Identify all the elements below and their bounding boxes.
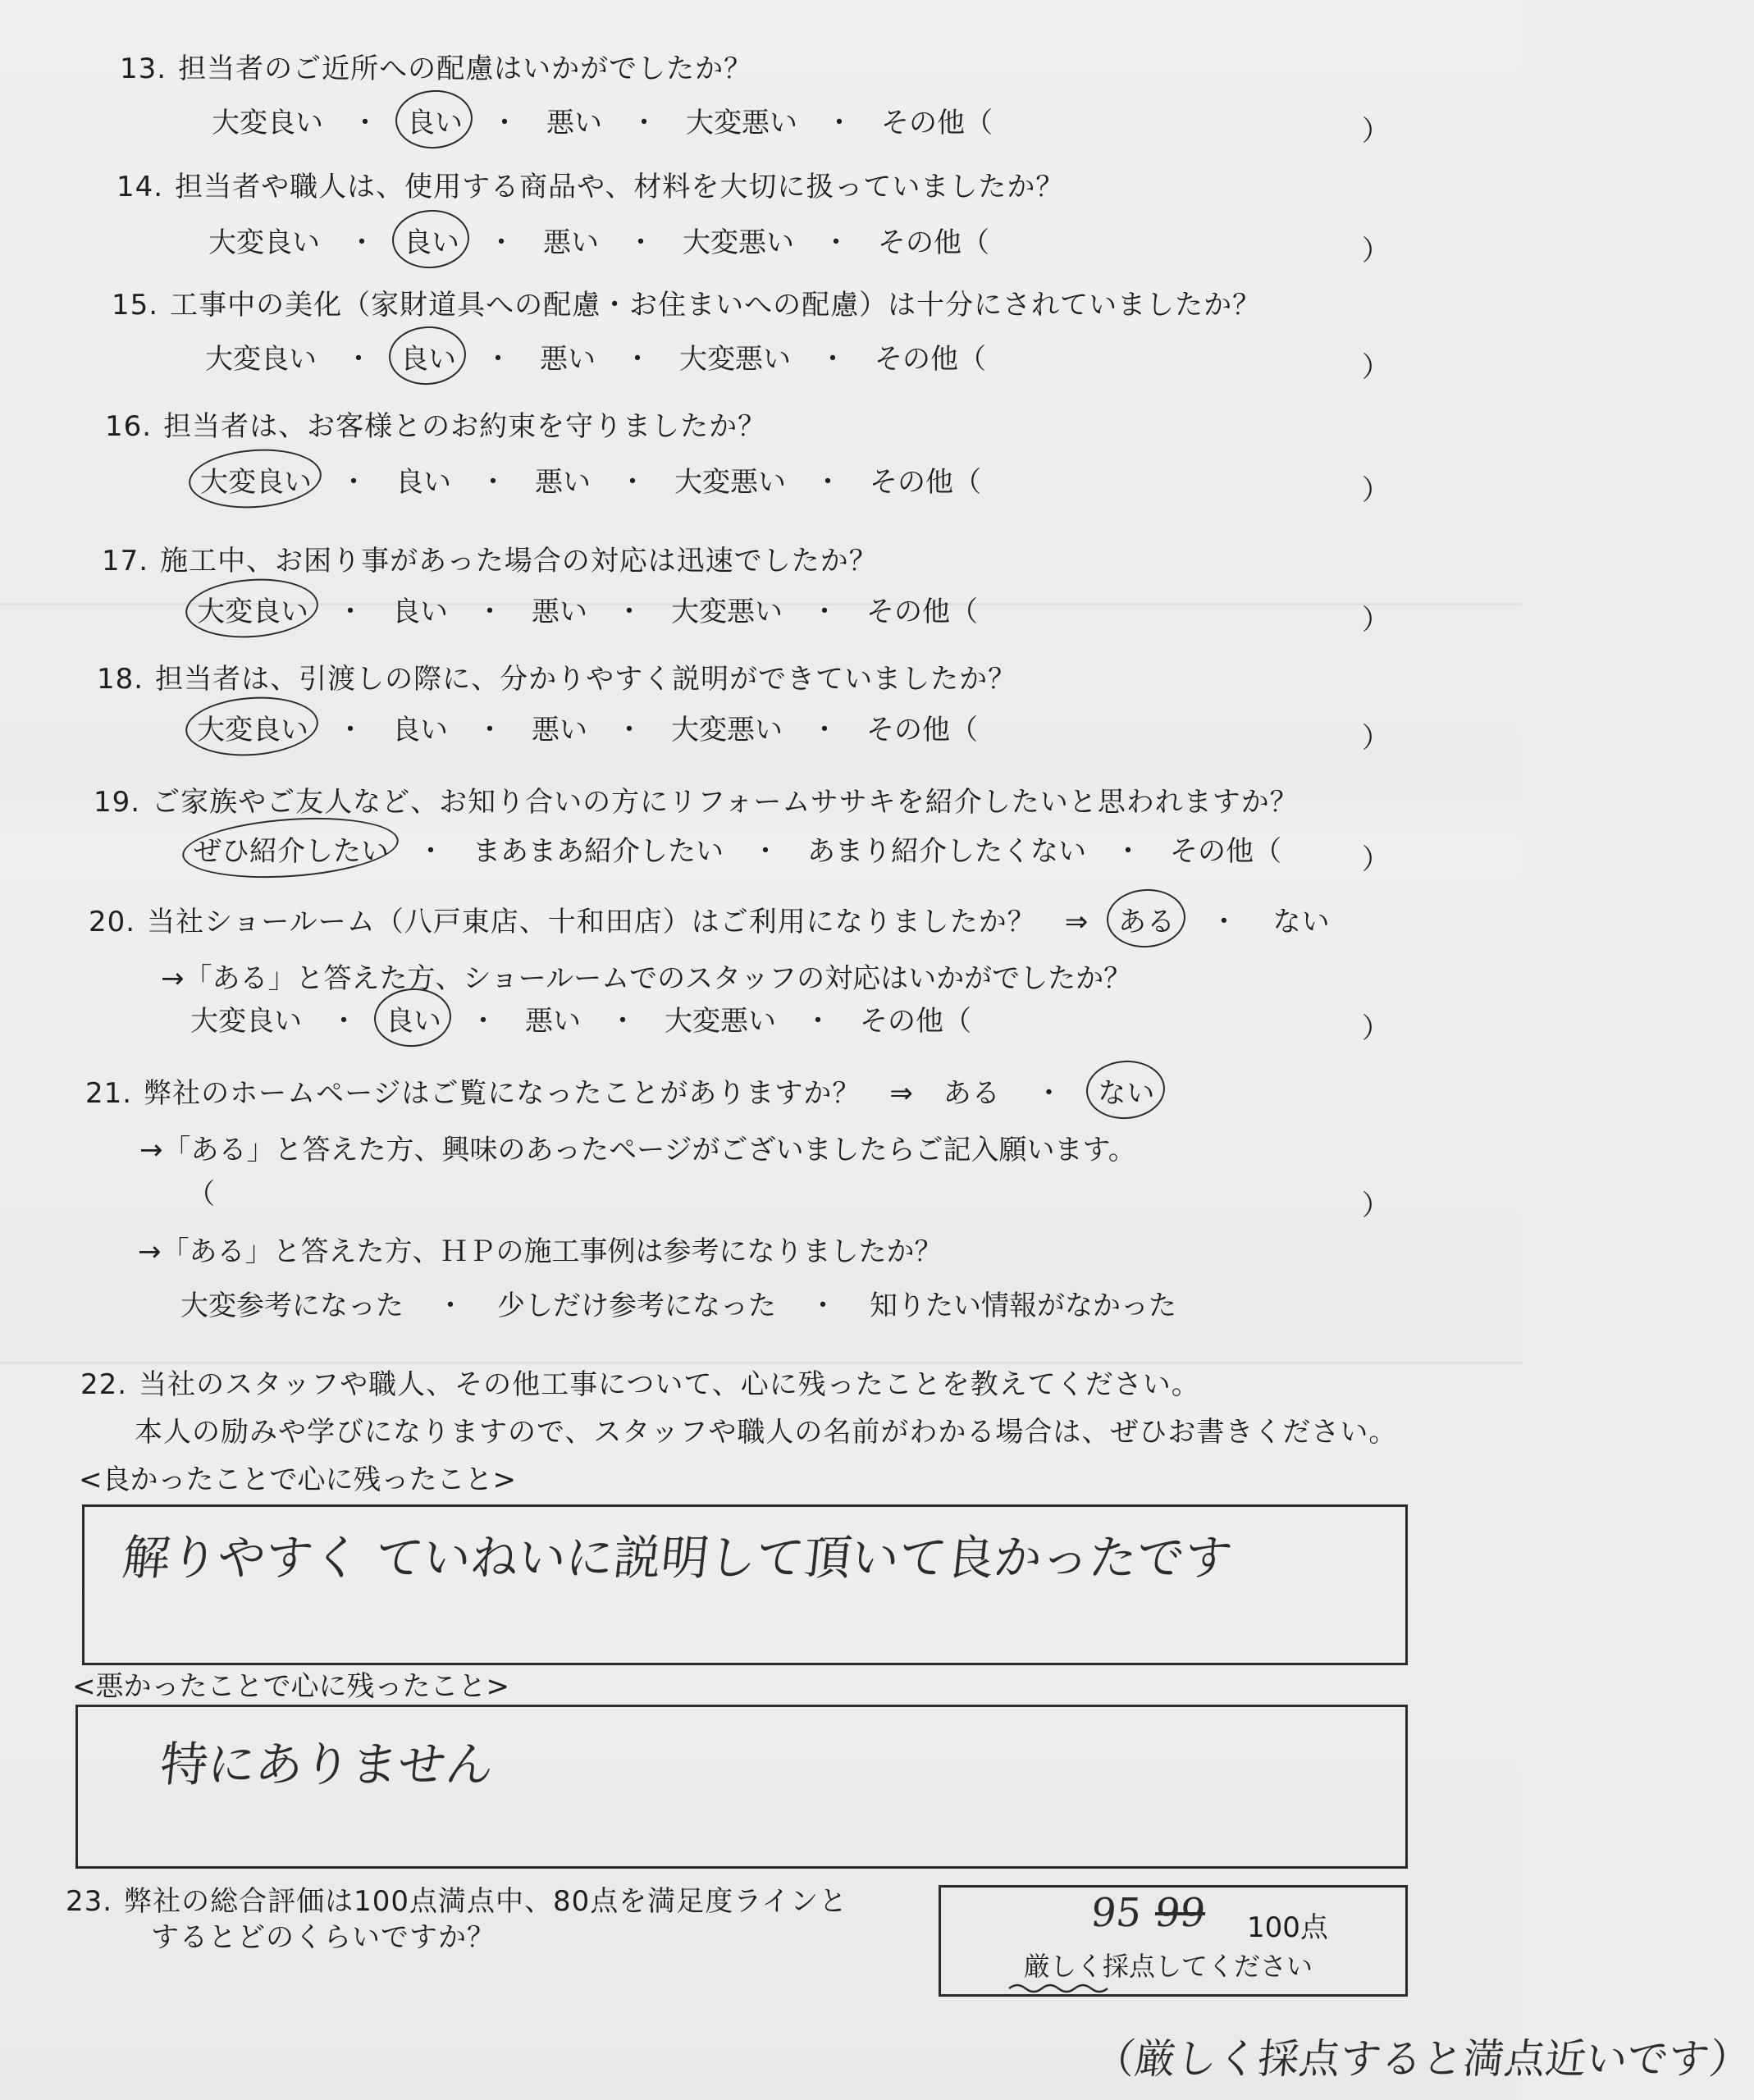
close-paren: ） bbox=[1362, 351, 1390, 384]
answer-option[interactable]: 悪い bbox=[543, 226, 599, 259]
answer-option-circled[interactable]: 大変良い bbox=[197, 589, 308, 629]
separator: ・ bbox=[336, 596, 364, 628]
question-text: 担当者は、引渡しの際に、分かりやすく説明ができていましたか？ bbox=[155, 663, 1017, 696]
question-number: 23. bbox=[66, 1885, 113, 1918]
answer-option[interactable]: 良い bbox=[395, 466, 451, 499]
separator: ・ bbox=[804, 1005, 832, 1038]
answer-option-circled[interactable]: 良い bbox=[407, 100, 463, 140]
separator: ・ bbox=[487, 226, 515, 259]
separator: ・ bbox=[345, 343, 372, 376]
answer-option-circled[interactable]: 大変良い bbox=[200, 459, 312, 500]
close-paren: ） bbox=[1362, 474, 1390, 507]
separator: ・ bbox=[336, 714, 364, 746]
separator: ・ bbox=[1035, 1077, 1064, 1110]
answer-option[interactable]: 大変悪い bbox=[683, 226, 794, 259]
score-handwritten: 95 bbox=[1089, 1890, 1144, 1936]
bad-label: <悪かったことで心に残ったこと> bbox=[72, 1670, 509, 1703]
separator: ・ bbox=[825, 107, 853, 139]
answer-yes-circled[interactable]: ある bbox=[1118, 899, 1176, 939]
answer-option[interactable]: 大変悪い bbox=[671, 714, 783, 746]
separator: ・ bbox=[469, 1005, 497, 1038]
answer-option[interactable]: 悪い bbox=[532, 596, 587, 628]
question-16 bbox=[105, 404, 766, 444]
answer-option[interactable]: 大変悪い bbox=[671, 596, 783, 628]
answer-options bbox=[212, 100, 993, 140]
answer-option[interactable]: あまり紹介したくない bbox=[807, 835, 1086, 868]
question-number: 21. bbox=[85, 1077, 133, 1110]
separator: ・ bbox=[619, 466, 646, 499]
score-handwritten-note: （厳しく採点すると満点近いです） bbox=[1091, 2035, 1753, 2083]
answer-option[interactable]: 大変悪い bbox=[674, 466, 786, 499]
answer-no-circled[interactable]: ない bbox=[1098, 1071, 1155, 1111]
separator: ・ bbox=[1114, 835, 1142, 868]
close-paren: ） bbox=[1362, 115, 1390, 148]
separator: ・ bbox=[484, 343, 512, 376]
answer-option[interactable]: 大変良い bbox=[205, 343, 317, 376]
question-number: 19. bbox=[94, 786, 141, 819]
question-19 bbox=[94, 779, 1299, 819]
question-17 bbox=[102, 538, 878, 578]
question-number: 17. bbox=[102, 545, 149, 578]
question-20 bbox=[89, 899, 1331, 939]
question-text: ご家族やご友人など、お知り合いの方にリフォームササキを紹介したいと思われますか？ bbox=[152, 786, 1299, 819]
separator: ・ bbox=[751, 835, 779, 868]
question-text: 施工中、お困り事があった場合の対応は迅速でしたか？ bbox=[160, 545, 878, 578]
separator: ・ bbox=[615, 714, 643, 746]
separator: ・ bbox=[814, 466, 842, 499]
question-text: 当社ショールーム（八戸東店、十和田店）はご利用になりましたか？ ⇒ bbox=[147, 906, 1089, 938]
close-paren: ） bbox=[1362, 1189, 1390, 1222]
answer-options bbox=[197, 707, 978, 747]
question-number: 13. bbox=[120, 52, 167, 85]
question-14 bbox=[116, 164, 1064, 204]
answer-option[interactable]: 悪い bbox=[540, 343, 596, 376]
question-23-line2: するとどのくらいですか？ bbox=[151, 1921, 496, 1954]
q20-options bbox=[190, 998, 971, 1039]
answer-option[interactable]: その他（ bbox=[870, 466, 981, 499]
question-text: 工事中の美化（家財道具への配慮・お住まいへの配慮）は十分にされていましたか？ bbox=[170, 289, 1262, 322]
separator: ・ bbox=[417, 835, 445, 868]
answer-options bbox=[194, 829, 1281, 869]
separator: ・ bbox=[351, 107, 379, 139]
answer-option[interactable]: その他（ bbox=[878, 226, 989, 259]
answer-option[interactable]: 大変悪い bbox=[679, 343, 791, 376]
separator: ・ bbox=[348, 226, 376, 259]
score-max: 100点 bbox=[1247, 1911, 1328, 1944]
separator: ・ bbox=[811, 596, 838, 628]
answer-option[interactable]: 悪い bbox=[535, 466, 591, 499]
separator: ・ bbox=[436, 1290, 464, 1322]
question-number: 22. bbox=[80, 1368, 128, 1401]
question-text: 当社のスタッフや職人、その他工事について、心に残ったことを教えてください。 bbox=[139, 1368, 1200, 1401]
answer-options bbox=[208, 220, 989, 260]
answer-option[interactable]: その他（ bbox=[860, 1005, 971, 1038]
close-paren: ） bbox=[1362, 604, 1390, 637]
answer-options bbox=[205, 336, 986, 377]
score-note: 厳しく採点してください bbox=[1024, 1951, 1313, 1982]
answer-option-circled[interactable]: 良い bbox=[404, 220, 459, 260]
answer-option[interactable]: 大変良い bbox=[190, 1005, 302, 1038]
question-21 bbox=[85, 1071, 1155, 1111]
question-text: 弊社の総合評価は100点満点中、80点を満足度ラインと bbox=[124, 1885, 848, 1918]
answer-option[interactable]: その他（ bbox=[1170, 835, 1281, 868]
question-number: 14. bbox=[116, 171, 164, 203]
q21-followup2: →「ある」と答えた方、ＨＰの施工事例は参考になりましたか？ bbox=[138, 1235, 943, 1268]
separator: ・ bbox=[822, 226, 850, 259]
answer-option[interactable]: 良い bbox=[392, 596, 448, 628]
answer-option[interactable]: まあまあ紹介したい bbox=[473, 835, 724, 868]
question-number: 18. bbox=[97, 663, 144, 696]
wavy-underline bbox=[1009, 1982, 1108, 1993]
question-22 bbox=[80, 1362, 1200, 1402]
separator: ・ bbox=[811, 714, 838, 746]
separator: ・ bbox=[476, 714, 504, 746]
answer-option[interactable]: その他（ bbox=[881, 107, 993, 139]
question-text: 担当者のご近所への配慮はいかがでしたか？ bbox=[178, 52, 753, 85]
question-18 bbox=[97, 656, 1016, 696]
answer-option[interactable]: 悪い bbox=[546, 107, 602, 139]
question-number: 16. bbox=[105, 410, 153, 443]
answer-no[interactable]: ない bbox=[1272, 906, 1331, 938]
separator: ・ bbox=[491, 107, 518, 139]
answer-option[interactable]: その他（ bbox=[875, 343, 986, 376]
question-text: 担当者や職人は、使用する商品や、材料を大切に扱っていましたか？ bbox=[175, 171, 1065, 203]
good-answer-handwriting: 解りやすく ていねいに説明して頂いて良かったです bbox=[119, 1530, 1236, 1586]
answer-options bbox=[200, 459, 981, 500]
question-number: 15. bbox=[112, 289, 159, 322]
answer-option-circled[interactable]: 良い bbox=[400, 336, 456, 377]
open-paren: （ bbox=[187, 1178, 215, 1211]
answer-option[interactable]: 良い bbox=[392, 714, 448, 746]
answer-option-circled[interactable]: ぜひ紹介したい bbox=[194, 829, 389, 869]
answer-option-circled[interactable]: 良い bbox=[386, 998, 441, 1039]
separator: ・ bbox=[479, 466, 507, 499]
answer-option[interactable]: 悪い bbox=[525, 1005, 581, 1038]
question-13 bbox=[120, 46, 752, 86]
answer-option[interactable]: 大変良い bbox=[208, 226, 320, 259]
answer-option[interactable]: 知りたい情報がなかった bbox=[870, 1290, 1176, 1322]
answer-option[interactable]: 大変参考になった bbox=[180, 1290, 404, 1322]
answer-option[interactable]: 大変悪い bbox=[686, 107, 797, 139]
separator: ・ bbox=[476, 596, 504, 628]
answer-options bbox=[197, 589, 978, 629]
question-23 bbox=[66, 1879, 847, 1919]
separator: ・ bbox=[627, 226, 655, 259]
answer-option-circled[interactable]: 大変良い bbox=[197, 707, 308, 747]
separator: ・ bbox=[330, 1005, 358, 1038]
q21-options bbox=[180, 1283, 1176, 1323]
answer-option[interactable]: 大変良い bbox=[212, 107, 323, 139]
answer-option[interactable]: その他（ bbox=[866, 596, 978, 628]
separator: ・ bbox=[819, 343, 847, 376]
good-label: <良かったことで心に残ったこと> bbox=[79, 1463, 516, 1496]
close-paren: ） bbox=[1362, 843, 1390, 876]
question-text: 担当者は、お客様とのお約束を守りましたか？ bbox=[163, 410, 767, 443]
question-15 bbox=[112, 282, 1261, 322]
separator: ・ bbox=[615, 596, 643, 628]
close-paren: ） bbox=[1362, 235, 1390, 267]
separator: ・ bbox=[340, 466, 368, 499]
separator: ・ bbox=[809, 1290, 837, 1322]
close-paren: ） bbox=[1362, 722, 1390, 755]
answer-option[interactable]: 大変悪い bbox=[665, 1005, 776, 1038]
separator: ・ bbox=[609, 1005, 637, 1038]
answer-option[interactable]: 悪い bbox=[532, 714, 587, 746]
close-paren: ） bbox=[1362, 1012, 1390, 1045]
q21-followup1: →「ある」と答えた方、興味のあったページがございましたらご記入願います。 bbox=[139, 1134, 1136, 1166]
separator: ・ bbox=[623, 343, 651, 376]
q20-followup: →「ある」と答えた方、ショールームでのスタッフの対応はいかがでしたか？ bbox=[161, 962, 1132, 995]
separator: ・ bbox=[1209, 906, 1239, 938]
question-text: 弊社のホームページはご覧になったことがありますか？ ⇒ bbox=[144, 1077, 914, 1110]
bad-answer-handwriting: 特にありません bbox=[157, 1737, 497, 1792]
answer-option[interactable]: その他（ bbox=[866, 714, 978, 746]
separator: ・ bbox=[630, 107, 658, 139]
question-22-line2: 本人の励みや学びになりますので、スタッフや職人の名前がわかる場合は、ぜひお書きください。 bbox=[135, 1416, 1398, 1449]
question-number: 20. bbox=[89, 906, 136, 938]
score-struck: 99 bbox=[1153, 1890, 1208, 1936]
answer-yes[interactable]: ある bbox=[943, 1077, 1001, 1110]
answer-option[interactable]: 少しだけ参考になった bbox=[497, 1290, 776, 1322]
